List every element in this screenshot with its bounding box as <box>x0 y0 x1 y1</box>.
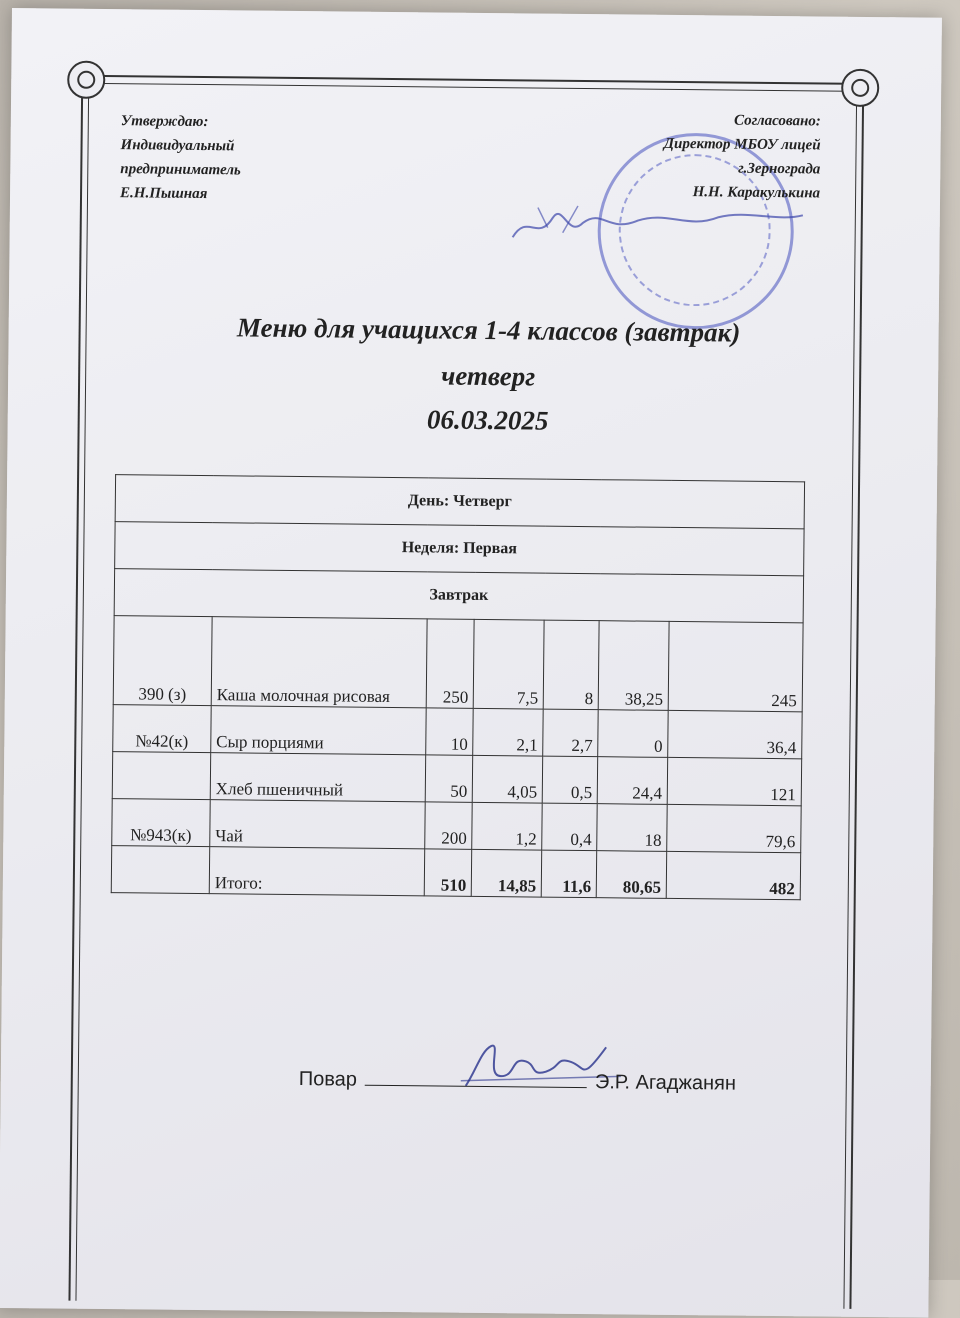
recipe-code: 390 (з) <box>113 616 212 706</box>
fat-cell: 0,5 <box>543 756 598 804</box>
weight-cell: 200 <box>424 802 472 849</box>
agreement-heading: Согласовано: <box>733 112 821 130</box>
corner-ornament-left <box>67 61 105 99</box>
cook-name: Э.Р. Агаджанян <box>594 1071 737 1095</box>
total-weight: 510 <box>424 849 472 896</box>
kcal-cell: 36,4 <box>668 710 802 758</box>
dish-name: Чай <box>210 800 425 849</box>
recipe-code: №943(к) <box>112 799 210 847</box>
table-row <box>113 616 803 712</box>
carbs-cell: 18 <box>597 804 667 852</box>
total-fat: 11,6 <box>542 850 597 898</box>
agreement-block <box>610 107 821 205</box>
approval-block <box>120 109 242 206</box>
cook-signature-line <box>299 1066 736 1096</box>
total-label: Итого: <box>209 847 424 896</box>
recipe-code: №42(к) <box>113 705 211 753</box>
weight-cell: 10 <box>425 708 473 755</box>
total-kcal: 482 <box>666 851 800 899</box>
carbs-cell: 0 <box>598 710 668 758</box>
total-code-empty <box>111 846 209 894</box>
document-page <box>0 8 942 1318</box>
kcal-cell: 245 <box>668 621 803 711</box>
approval-name: Е.Н.Пышная <box>119 185 208 203</box>
weight-cell: 250 <box>426 619 475 708</box>
table-week-header: Неделя: Первая <box>115 522 804 576</box>
fat-cell: 2,7 <box>543 709 598 757</box>
table-row <box>113 705 802 759</box>
table-row <box>112 752 801 806</box>
table-row <box>112 799 801 853</box>
table-total-row <box>111 846 800 900</box>
director-signature <box>507 197 808 260</box>
approval-line: Индивидуальный <box>120 137 235 155</box>
approval-heading: Утверждаю: <box>120 113 209 131</box>
table-day-header: День: Четверг <box>115 475 804 529</box>
carbs-cell: 24,4 <box>598 757 668 805</box>
menu-day: четверг <box>441 360 536 392</box>
total-carbs: 80,65 <box>597 851 667 899</box>
cook-role: Повар <box>298 1068 358 1091</box>
protein-cell: 2,1 <box>473 708 543 756</box>
recipe-code <box>112 752 210 800</box>
dish-name: Хлеб пшеничный <box>210 753 425 802</box>
weight-cell: 50 <box>425 755 473 802</box>
kcal-cell: 79,6 <box>667 804 801 852</box>
protein-cell: 7,5 <box>474 619 545 709</box>
signature-underline <box>365 1067 587 1088</box>
approval-line: предприниматель <box>120 161 241 179</box>
corner-ornament-right <box>841 69 879 107</box>
kcal-cell: 121 <box>667 757 801 805</box>
border-top <box>81 75 861 92</box>
table-meal-header: Завтрак <box>114 569 803 623</box>
border-left <box>68 81 89 1301</box>
agreement-line: Директор МБОУ лицей <box>663 135 821 154</box>
menu-date: 06.03.2025 <box>426 404 549 436</box>
menu-title: Меню для учащихся 1-4 классов (завтрак) <box>236 312 741 348</box>
border-right <box>843 89 864 1309</box>
agreement-line: г.Зернограда <box>738 160 821 178</box>
total-protein: 14,85 <box>472 849 542 897</box>
carbs-cell: 38,25 <box>599 621 670 711</box>
fat-cell: 0,4 <box>542 803 597 851</box>
dish-name: Сыр порциями <box>211 706 426 755</box>
menu-table <box>111 474 805 900</box>
fat-cell: 8 <box>544 620 600 710</box>
protein-cell: 1,2 <box>472 802 542 850</box>
dish-name: Каша молочная рисовая <box>211 617 427 708</box>
agreement-name: Н.Н. Каракулькина <box>692 184 821 202</box>
protein-cell: 4,05 <box>473 755 543 803</box>
